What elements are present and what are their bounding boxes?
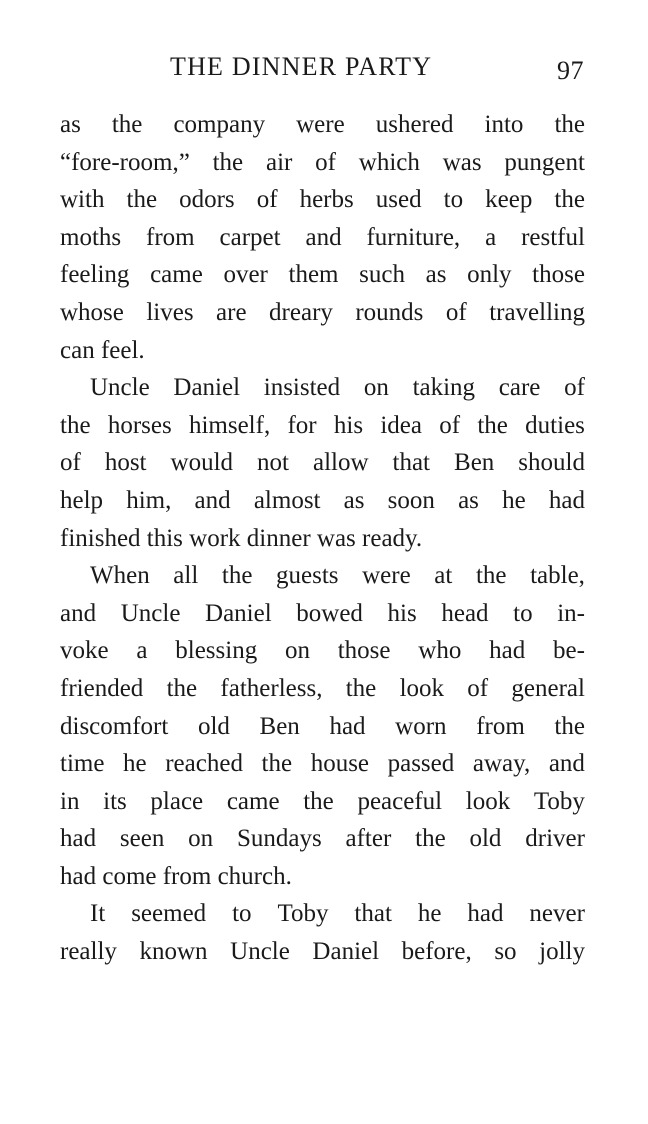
paragraph <box>60 369 585 557</box>
paragraph <box>60 106 585 369</box>
text-line: had seen on Sundays after the old driver <box>60 825 585 853</box>
text-line: can feel. <box>60 336 145 364</box>
paragraph <box>60 895 585 970</box>
text-line: in its place came the peaceful look Toby <box>60 787 585 815</box>
running-head: THE DINNER PARTY <box>170 52 433 81</box>
text-line: of host would not allow that Ben should <box>60 449 585 477</box>
text-line: discomfort old Ben had worn from the <box>60 712 585 740</box>
paragraph <box>60 557 585 895</box>
text-line: with the odors of herbs used to keep the <box>60 186 585 214</box>
text-line: moths from carpet and furniture, a restful <box>60 223 585 251</box>
text-line: “fore-room,” the air of which was pungent <box>60 148 585 176</box>
text-line: voke a blessing on those who had be- <box>60 637 585 665</box>
text-line: finished this work dinner was ready. <box>60 524 423 552</box>
text-line: whose lives are dreary rounds of travelling <box>60 298 585 326</box>
text-line: feeling came over them such as only those <box>60 261 585 289</box>
text-line: friended the fatherless, the look of general <box>60 674 585 702</box>
text-line: It seemed to Toby that he had never <box>90 900 585 928</box>
text-line: had come from church. <box>60 862 292 890</box>
page-header <box>60 52 588 92</box>
text-line: and Uncle Daniel bowed his head to in- <box>60 599 585 627</box>
text-line: Uncle Daniel insisted on taking care of <box>90 374 585 402</box>
text-line: as the company were ushered into the <box>60 111 585 138</box>
page-number: 97 <box>557 56 584 85</box>
text-line: the horses himself, for his idea of the duties <box>60 411 585 439</box>
body-text <box>60 106 585 971</box>
text-line: really known Uncle Daniel before, so jolly <box>60 938 585 966</box>
text-line: help him, and almost as soon as he had <box>60 486 585 514</box>
text-line: When all the guests were at the table, <box>90 562 585 590</box>
text-line: time he reached the house passed away, and <box>60 750 585 778</box>
